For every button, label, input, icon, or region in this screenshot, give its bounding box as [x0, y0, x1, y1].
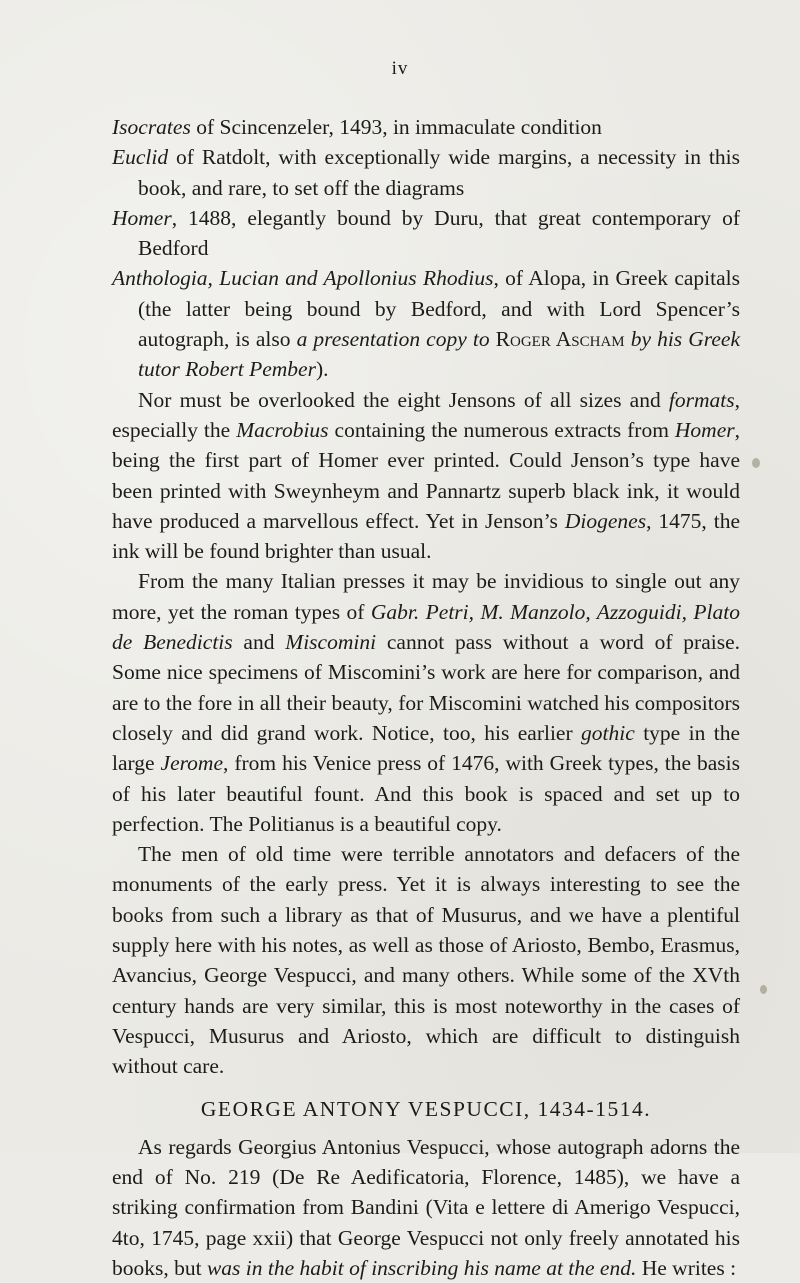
ink-speck [752, 458, 760, 468]
list-item: Homer, 1488, elegantly bound by Duru, that great contemporary of Bedford [112, 205, 740, 261]
body-text [112, 112, 740, 1283]
list-item: Isocrates of Scincenzeler, 1493, in immaculate condition [112, 115, 602, 139]
page-number: iv [391, 58, 409, 79]
paragraph-annotators: The men of old time were terrible annotators and defacers of the monuments of the early press. Yet it is always interesting to see the books from such a library as that of Musurus, and we have a plentiful supply here with his notes, as well as those of Ariosto, Bembo, Erasmus, Avancius, George Vespucci, and many others. While some of the XVth century hands are very similar, this is most noteworthy in the cases of Vespucci, Musurus and Ariosto, which are difficult to distinguish without care. [112, 842, 740, 1079]
list-item: Anthologia, Lucian and Apollonius Rhodius, of Alopa, in Greek capitals (the latter being bound by Bedford, and with Lord Spencer’s autograph, is also a presentation copy to Roger Ascham by his Greek tutor Robert Pember). [112, 266, 740, 382]
section-heading: GEORGE ANTONY VESPUCCI, 1434-1514. [200, 1096, 652, 1121]
paragraph-jenson: Nor must be overlooked the eight Jensons of all sizes and formats, especially the Macrobius containing the numerous extracts from Homer, being the first part of Homer ever printed. Could Jenson’s type have been printed with Sweynheym and Pannartz superb black ink, it would have produced a marvellous effect. Yet in Jenson’s Diogenes, 1475, the ink will be found brighter than usual. [112, 387, 740, 564]
list-item: Euclid of Ratdolt, with exceptionally wide margins, a necessity in this book, and rare, to set off the diagrams [112, 145, 740, 200]
paragraph-italian-presses: From the many Italian presses it may be invidious to single out any more, yet the roman types of Gabr. Petri, M. Manzolo, Azzoguidi, Plato de Benedictis and Miscomini cannot pass without a word of praise. Some nice specimens of Miscomini’s work are here for comparison, and are to the fore in all their beauty, for Miscomini watched his compositors closely and did grand work. Notice, too, his earlier gothic type in the large Jerome, from his Venice press of 1476, with Greek types, the basis of his later beautiful fount. And this book is spaced and set up to perfection. The Politianus is a beautiful copy. [112, 569, 741, 836]
ink-speck [760, 985, 767, 994]
paragraph-vespucci: As regards Georgius Antonius Vespucci, whose autograph adorns the end of No. 219 (De Re Aedificatoria, Florence, 1485), we have a striking confirmation from Bandini (Vita e lettere di Amerigo Vespucci, 4to, 1745, page xxii) that George Vespucci not only freely annotated his books, but was in the habit of inscribing his name at the end. He writes : [112, 1134, 740, 1280]
